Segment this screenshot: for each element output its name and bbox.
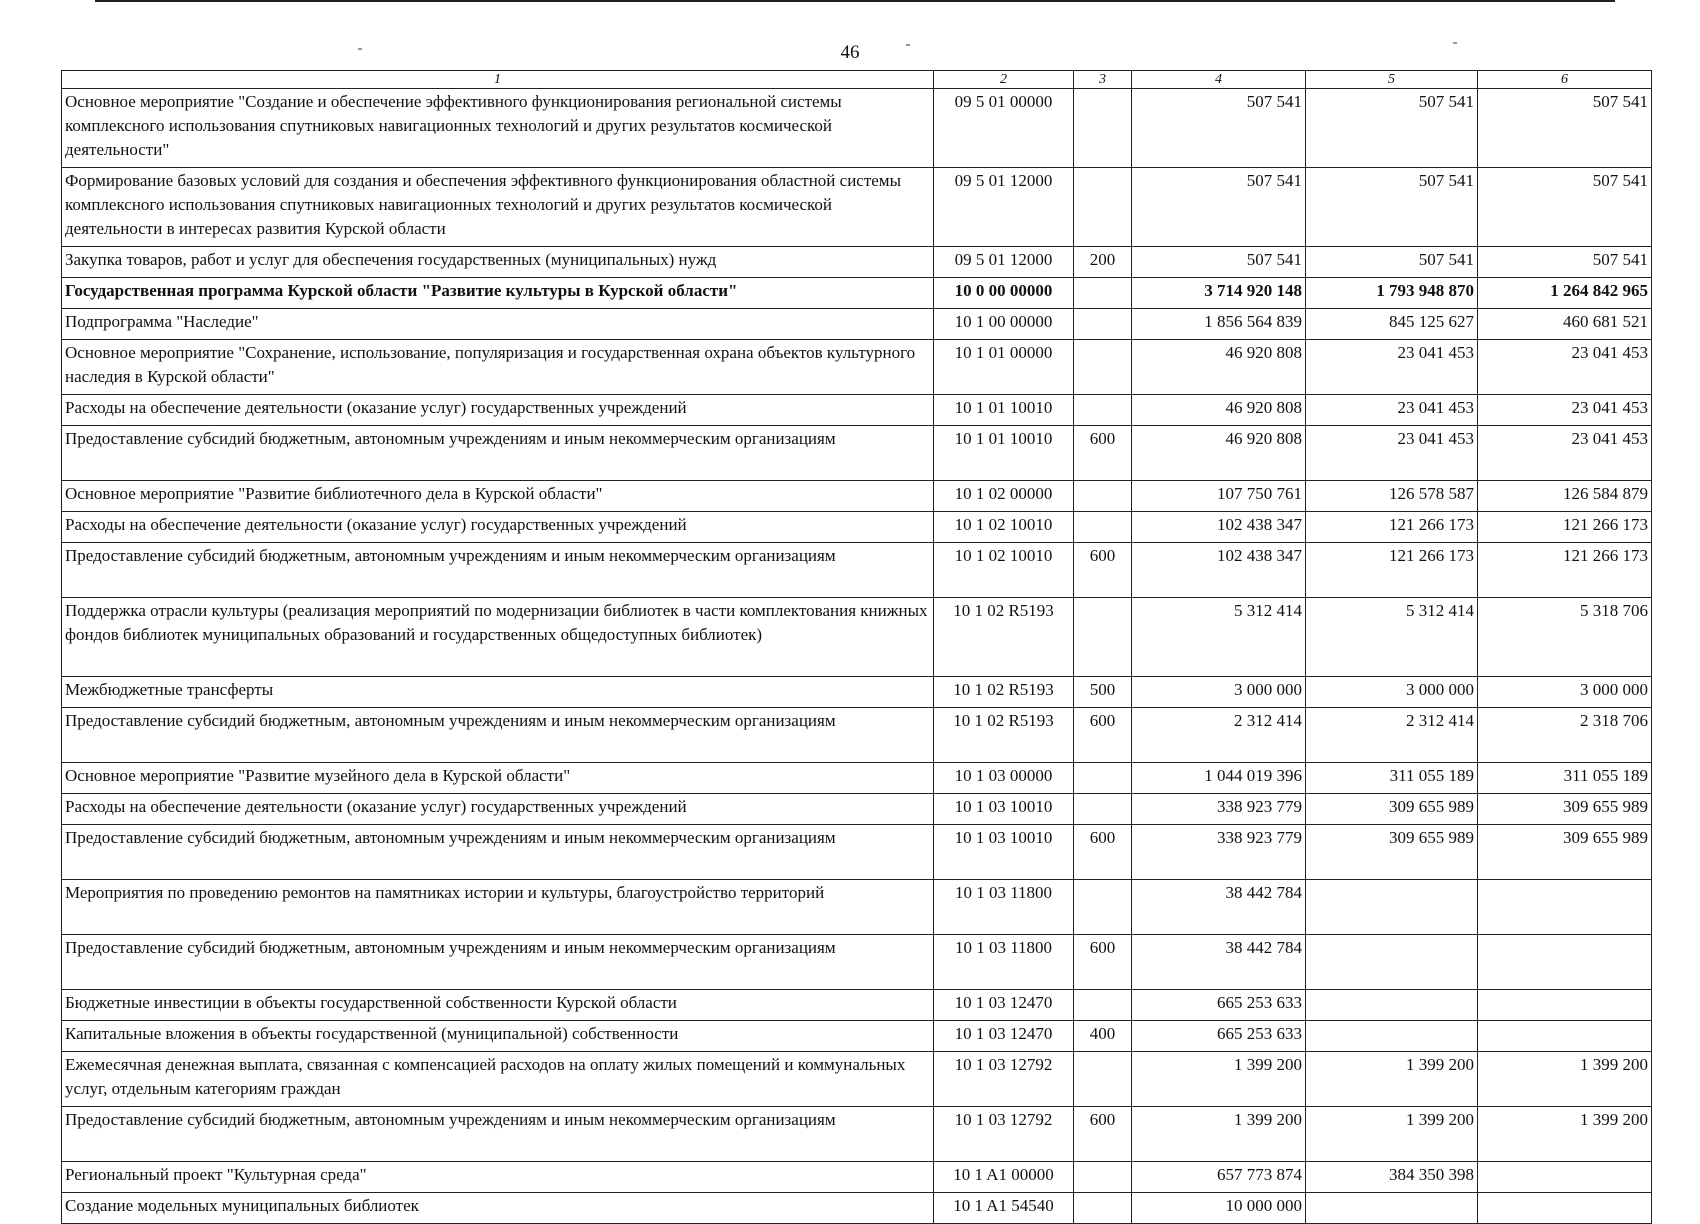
amount-col-6: 23 041 453 xyxy=(1478,426,1652,481)
item-name: Поддержка отрасли культуры (реализация мероприятий по модернизации библиотек в части комплектования книжных фондов библиотек муниципальных образований и государственных общедоступных библиотек) xyxy=(62,598,934,677)
amount-col-6: 23 041 453 xyxy=(1478,340,1652,395)
amount-col-5: 126 578 587 xyxy=(1306,481,1478,512)
amount-col-4: 1 044 019 396 xyxy=(1132,763,1306,794)
expense-type: 600 xyxy=(1074,1107,1132,1162)
amount-col-5: 1 793 948 870 xyxy=(1306,278,1478,309)
table-row xyxy=(62,825,1652,880)
expense-type: 600 xyxy=(1074,426,1132,481)
item-name: Предоставление субсидий бюджетным, автономным учреждениям и иным некоммерческим организациям xyxy=(62,935,934,990)
amount-col-4: 507 541 xyxy=(1132,168,1306,247)
amount-col-6 xyxy=(1478,990,1652,1021)
expense-type: 600 xyxy=(1074,935,1132,990)
amount-col-5: 507 541 xyxy=(1306,168,1478,247)
target-code: 10 1 02 10010 xyxy=(934,512,1074,543)
amount-col-5: 5 312 414 xyxy=(1306,598,1478,677)
amount-col-4: 102 438 347 xyxy=(1132,512,1306,543)
target-code: 10 1 02 R5193 xyxy=(934,598,1074,677)
amount-col-5: 2 312 414 xyxy=(1306,708,1478,763)
expense-type: 600 xyxy=(1074,543,1132,598)
amount-col-4: 46 920 808 xyxy=(1132,395,1306,426)
amount-col-6: 121 266 173 xyxy=(1478,512,1652,543)
amount-col-5: 3 000 000 xyxy=(1306,677,1478,708)
item-name: Основное мероприятие "Развитие музейного дела в Курской области" xyxy=(62,763,934,794)
table-row xyxy=(62,247,1652,278)
amount-col-6: 5 318 706 xyxy=(1478,598,1652,677)
amount-col-4: 338 923 779 xyxy=(1132,825,1306,880)
table-row xyxy=(62,677,1652,708)
expense-type xyxy=(1074,990,1132,1021)
expense-type xyxy=(1074,598,1132,677)
item-name: Основное мероприятие "Сохранение, использование, популяризация и государственная охрана объектов культурного наследия в Курской области" xyxy=(62,340,934,395)
column-header: 6 xyxy=(1478,71,1652,89)
target-code: 10 1 03 10010 xyxy=(934,794,1074,825)
table-row xyxy=(62,395,1652,426)
table-row xyxy=(62,1021,1652,1052)
target-code: 09 5 01 12000 xyxy=(934,168,1074,247)
target-code: 10 1 01 00000 xyxy=(934,340,1074,395)
expense-type xyxy=(1074,880,1132,935)
table-row xyxy=(62,763,1652,794)
column-header: 2 xyxy=(934,71,1074,89)
target-code: 10 1 A1 00000 xyxy=(934,1162,1074,1193)
amount-col-6: 2 318 706 xyxy=(1478,708,1652,763)
amount-col-5: 121 266 173 xyxy=(1306,543,1478,598)
scan-speck xyxy=(906,44,910,46)
amount-col-5: 507 541 xyxy=(1306,89,1478,168)
target-code: 10 1 01 10010 xyxy=(934,426,1074,481)
amount-col-4: 2 312 414 xyxy=(1132,708,1306,763)
amount-col-4: 5 312 414 xyxy=(1132,598,1306,677)
expense-type xyxy=(1074,1162,1132,1193)
column-header: 5 xyxy=(1306,71,1478,89)
amount-col-6: 460 681 521 xyxy=(1478,309,1652,340)
item-name: Расходы на обеспечение деятельности (оказание услуг) государственных учреждений xyxy=(62,794,934,825)
amount-col-6 xyxy=(1478,1193,1652,1224)
amount-col-4: 1 399 200 xyxy=(1132,1052,1306,1107)
expense-type: 500 xyxy=(1074,677,1132,708)
table-row xyxy=(62,89,1652,168)
expense-type xyxy=(1074,794,1132,825)
amount-col-4: 46 920 808 xyxy=(1132,426,1306,481)
top-rule xyxy=(95,0,1615,2)
item-name: Формирование базовых условий для создания и обеспечения эффективного функционирования областной системы комплексного использования спутниковых навигационных технологий и других результатов космической деятельности в интересах развития Курской области xyxy=(62,168,934,247)
amount-col-5: 1 399 200 xyxy=(1306,1052,1478,1107)
expense-type xyxy=(1074,168,1132,247)
expense-type xyxy=(1074,1052,1132,1107)
item-name: Бюджетные инвестиции в объекты государственной собственности Курской области xyxy=(62,990,934,1021)
target-code: 10 1 02 R5193 xyxy=(934,708,1074,763)
column-header: 1 xyxy=(62,71,934,89)
target-code: 10 1 03 12470 xyxy=(934,1021,1074,1052)
expense-type xyxy=(1074,512,1132,543)
item-name: Государственная программа Курской области "Развитие культуры в Курской области" xyxy=(62,278,934,309)
amount-col-6: 1 399 200 xyxy=(1478,1107,1652,1162)
table-row xyxy=(62,1052,1652,1107)
expense-type: 400 xyxy=(1074,1021,1132,1052)
amount-col-4: 657 773 874 xyxy=(1132,1162,1306,1193)
amount-col-5 xyxy=(1306,1193,1478,1224)
amount-col-6 xyxy=(1478,935,1652,990)
expense-type: 600 xyxy=(1074,825,1132,880)
amount-col-5: 23 041 453 xyxy=(1306,426,1478,481)
item-name: Расходы на обеспечение деятельности (оказание услуг) государственных учреждений xyxy=(62,512,934,543)
table-row xyxy=(62,880,1652,935)
target-code: 10 1 00 00000 xyxy=(934,309,1074,340)
amount-col-6 xyxy=(1478,1021,1652,1052)
amount-col-6: 1 264 842 965 xyxy=(1478,278,1652,309)
table-body xyxy=(62,89,1652,1224)
expense-type xyxy=(1074,309,1132,340)
target-code: 10 1 03 11800 xyxy=(934,880,1074,935)
amount-col-5: 311 055 189 xyxy=(1306,763,1478,794)
target-code: 09 5 01 12000 xyxy=(934,247,1074,278)
table-row xyxy=(62,168,1652,247)
amount-col-6: 507 541 xyxy=(1478,168,1652,247)
amount-col-4: 1 856 564 839 xyxy=(1132,309,1306,340)
amount-col-5: 309 655 989 xyxy=(1306,825,1478,880)
amount-col-4: 507 541 xyxy=(1132,247,1306,278)
amount-col-5: 384 350 398 xyxy=(1306,1162,1478,1193)
amount-col-6: 126 584 879 xyxy=(1478,481,1652,512)
expense-type xyxy=(1074,395,1132,426)
amount-col-5: 845 125 627 xyxy=(1306,309,1478,340)
target-code: 10 1 A1 54540 xyxy=(934,1193,1074,1224)
amount-col-5: 121 266 173 xyxy=(1306,512,1478,543)
amount-col-4: 102 438 347 xyxy=(1132,543,1306,598)
scan-speck xyxy=(358,48,362,50)
table-row xyxy=(62,512,1652,543)
table-row xyxy=(62,794,1652,825)
expense-type xyxy=(1074,1193,1132,1224)
target-code: 10 1 02 R5193 xyxy=(934,677,1074,708)
amount-col-4: 3 000 000 xyxy=(1132,677,1306,708)
table-row xyxy=(62,990,1652,1021)
expense-type xyxy=(1074,278,1132,309)
amount-col-6: 507 541 xyxy=(1478,89,1652,168)
item-name: Предоставление субсидий бюджетным, автономным учреждениям и иным некоммерческим организациям xyxy=(62,1107,934,1162)
amount-col-5 xyxy=(1306,990,1478,1021)
amount-col-6: 309 655 989 xyxy=(1478,825,1652,880)
amount-col-5: 23 041 453 xyxy=(1306,395,1478,426)
table-row xyxy=(62,935,1652,990)
item-name: Капитальные вложения в объекты государственной (муниципальной) собственности xyxy=(62,1021,934,1052)
expense-type: 600 xyxy=(1074,708,1132,763)
column-number-row xyxy=(62,71,1652,89)
amount-col-6: 311 055 189 xyxy=(1478,763,1652,794)
item-name: Закупка товаров, работ и услуг для обеспечения государственных (муниципальных) нужд xyxy=(62,247,934,278)
item-name: Межбюджетные трансферты xyxy=(62,677,934,708)
amount-col-5 xyxy=(1306,935,1478,990)
amount-col-4: 38 442 784 xyxy=(1132,935,1306,990)
amount-col-6: 507 541 xyxy=(1478,247,1652,278)
amount-col-6: 23 041 453 xyxy=(1478,395,1652,426)
amount-col-4: 3 714 920 148 xyxy=(1132,278,1306,309)
scan-speck xyxy=(1453,42,1457,44)
item-name: Создание модельных муниципальных библиотек xyxy=(62,1193,934,1224)
expense-type xyxy=(1074,89,1132,168)
amount-col-4: 46 920 808 xyxy=(1132,340,1306,395)
amount-col-4: 1 399 200 xyxy=(1132,1107,1306,1162)
amount-col-5: 507 541 xyxy=(1306,247,1478,278)
item-name: Подпрограмма "Наследие" xyxy=(62,309,934,340)
target-code: 10 1 03 12792 xyxy=(934,1107,1074,1162)
item-name: Предоставление субсидий бюджетным, автономным учреждениям и иным некоммерческим организациям xyxy=(62,543,934,598)
item-name: Основное мероприятие "Создание и обеспечение эффективного функционирования региональной системы комплексного использования спутниковых навигационных технологий и других результатов космической деятельности" xyxy=(62,89,934,168)
table-row xyxy=(62,309,1652,340)
table-row xyxy=(62,543,1652,598)
expense-type xyxy=(1074,763,1132,794)
amount-col-4: 107 750 761 xyxy=(1132,481,1306,512)
amount-col-4: 338 923 779 xyxy=(1132,794,1306,825)
item-name: Ежемесячная денежная выплата, связанная с компенсацией расходов на оплату жилых помещений и коммунальных услуг, отдельным категориям граждан xyxy=(62,1052,934,1107)
budget-table xyxy=(61,70,1652,1224)
target-code: 09 5 01 00000 xyxy=(934,89,1074,168)
amount-col-6: 309 655 989 xyxy=(1478,794,1652,825)
amount-col-6 xyxy=(1478,1162,1652,1193)
page-number: 46 xyxy=(840,42,860,63)
amount-col-6: 3 000 000 xyxy=(1478,677,1652,708)
table-row xyxy=(62,598,1652,677)
amount-col-4: 38 442 784 xyxy=(1132,880,1306,935)
amount-col-4: 507 541 xyxy=(1132,89,1306,168)
expense-type xyxy=(1074,481,1132,512)
target-code: 10 1 03 12792 xyxy=(934,1052,1074,1107)
amount-col-5: 309 655 989 xyxy=(1306,794,1478,825)
amount-col-4: 665 253 633 xyxy=(1132,1021,1306,1052)
target-code: 10 1 03 10010 xyxy=(934,825,1074,880)
target-code: 10 1 03 12470 xyxy=(934,990,1074,1021)
expense-type: 200 xyxy=(1074,247,1132,278)
table-row xyxy=(62,426,1652,481)
target-code: 10 1 03 11800 xyxy=(934,935,1074,990)
table-row xyxy=(62,481,1652,512)
item-name: Мероприятия по проведению ремонтов на памятниках истории и культуры, благоустройство территорий xyxy=(62,880,934,935)
amount-col-5 xyxy=(1306,1021,1478,1052)
amount-col-5 xyxy=(1306,880,1478,935)
target-code: 10 0 00 00000 xyxy=(934,278,1074,309)
target-code: 10 1 02 00000 xyxy=(934,481,1074,512)
amount-col-6: 1 399 200 xyxy=(1478,1052,1652,1107)
expense-type xyxy=(1074,340,1132,395)
item-name: Региональный проект "Культурная среда" xyxy=(62,1162,934,1193)
table-row xyxy=(62,1162,1652,1193)
table-row xyxy=(62,278,1652,309)
item-name: Предоставление субсидий бюджетным, автономным учреждениям и иным некоммерческим организациям xyxy=(62,708,934,763)
item-name: Основное мероприятие "Развитие библиотечного дела в Курской области" xyxy=(62,481,934,512)
amount-col-6: 121 266 173 xyxy=(1478,543,1652,598)
target-code: 10 1 02 10010 xyxy=(934,543,1074,598)
item-name: Предоставление субсидий бюджетным, автономным учреждениям и иным некоммерческим организациям xyxy=(62,825,934,880)
target-code: 10 1 01 10010 xyxy=(934,395,1074,426)
table-row xyxy=(62,1193,1652,1224)
amount-col-4: 10 000 000 xyxy=(1132,1193,1306,1224)
table-row xyxy=(62,708,1652,763)
table-row xyxy=(62,340,1652,395)
amount-col-5: 1 399 200 xyxy=(1306,1107,1478,1162)
column-header: 4 xyxy=(1132,71,1306,89)
table-row xyxy=(62,1107,1652,1162)
target-code: 10 1 03 00000 xyxy=(934,763,1074,794)
amount-col-5: 23 041 453 xyxy=(1306,340,1478,395)
amount-col-6 xyxy=(1478,880,1652,935)
item-name: Предоставление субсидий бюджетным, автономным учреждениям и иным некоммерческим организациям xyxy=(62,426,934,481)
column-header: 3 xyxy=(1074,71,1132,89)
item-name: Расходы на обеспечение деятельности (оказание услуг) государственных учреждений xyxy=(62,395,934,426)
amount-col-4: 665 253 633 xyxy=(1132,990,1306,1021)
